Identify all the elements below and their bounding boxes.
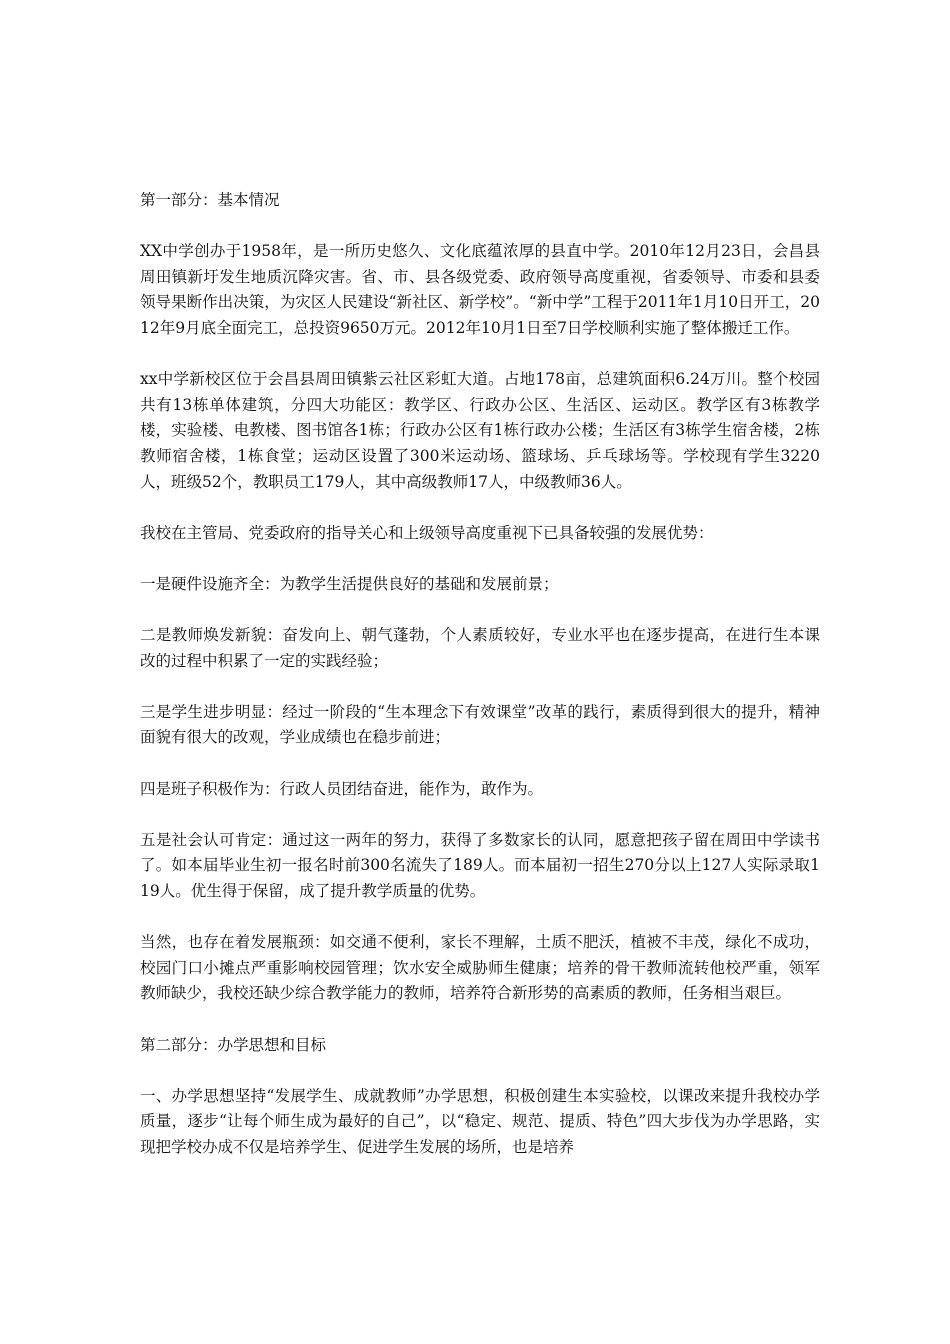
document-body bbox=[140, 188, 820, 1186]
section-heading-basic-info: 第一部分：基本情况 bbox=[140, 191, 280, 209]
paragraph-school-history: XX中学创办于1958年，是一所历史悠久、文化底蕴浓厚的县直中学。2010年12月23日，会昌县周田镇新圩发生地质沉降灾害。省、市、县各级党委、政府领导高度重视，省委领导、市委和县委领导果断作出决策，为灾区人民建设“新社区、新学校”。“新中学”工程于2011年1月10日开工，2012年9月底全面完工，总投资9650万元。2012年10月1日至7日学校顺利实施了整体搬迁工作。 bbox=[140, 242, 820, 337]
paragraph-advantage-leadership: 四是班子积极作为：行政人员团结奋进，能作为，敢作为。 bbox=[140, 779, 544, 798]
paragraph-philosophy: 一、办学思想坚持“发展学生、成就教师”办学思想，积极创建生本实验校，以课改来提升我校办学质量，逐步“让每个师生成为最好的自己”，以“稳定、规范、提质、特色”四大步伐为办学思路，实现把学校办成不仅是培养学生、促进学生发展的场所，也是培养 bbox=[140, 1086, 820, 1156]
paragraph-advantages-intro: 我校在主管局、党委政府的指导关心和上级领导高度重视下已具备较强的发展优势： bbox=[140, 523, 714, 542]
paragraph-advantage-recognition: 五是社会认可肯定：通过这一两年的努力，获得了多数家长的认同，愿意把孩子留在周田中学读书了。如本届毕业生初一报名时前300名流失了189人。而本届初一招生270分以上127人实际录取119人。优生得于保留，成了提升教学质量的优势。 bbox=[140, 830, 820, 901]
paragraph-bottlenecks: 当然，也存在着发展瓶颈：如交通不便利，家长不理解，土质不肥沃，植被不丰茂，绿化不成功，校园门口小摊点严重影响校园管理；饮水安全威胁师生健康；培养的骨干教师流转他校严重，领军教师缺少，我校还缺少综合教学能力的教师，培养符合新形势的高素质的教师，任务相当艰巨。 bbox=[140, 933, 820, 1003]
section-heading-philosophy: 第二部分：办学思想和目标 bbox=[140, 1035, 327, 1054]
paragraph-new-campus: xx中学新校区位于会昌县周田镇紫云社区彩虹大道。占地178亩，总建筑面积6.24万川。整个校园共有13栋单体建筑，分四大功能区：教学区、行政办公区、生活区、运动区。教学区有3栋教学楼，实验楼、电教楼、图书馆各1栋；行政办公区有1栋行政办公楼；生活区有3栋学生宿舍楼，2栋教师宿舍楼，1栋食堂；运动区设置了300米运动场、篮球场、乒乓球场等。学校现有学生3220人，班级52个，教职员工179人，其中高级教师17人，中级教师36人。 bbox=[140, 370, 820, 491]
paragraph-advantage-teachers: 二是教师焕发新貌：奋发向上、朝气蓬勃，个人素质较好，专业水平也在逐步提高，在进行生本课改的过程中积累了一定的实践经验； bbox=[140, 626, 820, 670]
paragraph-advantage-students: 三是学生进步明显：经过一阶段的“生本理念下有效课堂”改革的践行，素质得到很大的提升，精神面貌有很大的改观，学业成绩也在稳步前进； bbox=[140, 702, 820, 747]
paragraph-advantage-facilities: 一是硬件设施齐全：为教学生活提供良好的基础和发展前景； bbox=[140, 574, 559, 593]
